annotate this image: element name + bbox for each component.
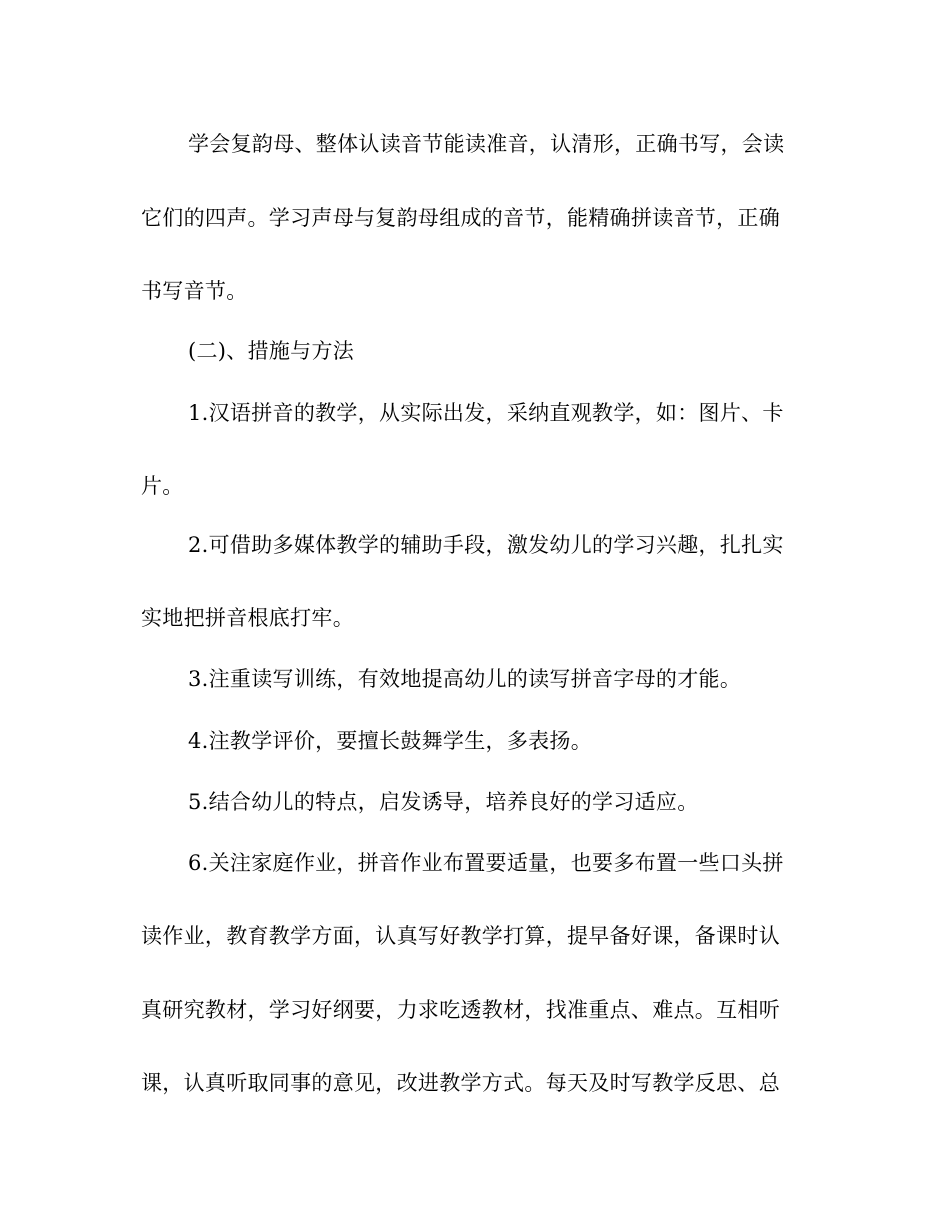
list-item-line: 5.结合幼儿的特点，启发诱导，培养良好的学习适应。 <box>188 790 699 814</box>
list-item-line: 3.注重读写训练，有效地提高幼儿的读写拼音字母的才能。 <box>188 667 742 691</box>
list-item-line: 片。 <box>141 474 184 498</box>
paragraph-line: 学会复韵母、整体认读音节能读准音，认清形，正确书写，会读 <box>188 132 785 156</box>
list-item-line: 6.关注家庭作业，拼音作业布置要适量，也要多布置一些口头拼 <box>188 851 784 875</box>
list-item-line: 真研究教材，学习好纲要，力求吃透教材，找准重点、难点。互相听 <box>141 998 780 1022</box>
section-heading: (二)、措施与方法 <box>188 339 355 363</box>
list-item-line: 实地把拼音根底打牢。 <box>141 606 354 630</box>
list-item-line: 4.注教学评价，要擅长鼓舞学生，多表扬。 <box>188 729 593 753</box>
list-item-line: 1.汉语拼音的教学，从实际出发，采纳直观教学，如：图片、卡 <box>188 401 784 425</box>
list-item-line: 2.可借助多媒体教学的辅助手段，激发幼儿的学习兴趣，扎扎实 <box>188 533 784 557</box>
list-item-line: 课，认真听取同事的意见，改进教学方式。每天及时写教学反思、总 <box>141 1071 780 1095</box>
list-item-line: 读作业，教育教学方面，认真写好教学打算，提早备好课，备课时认 <box>141 924 780 948</box>
paragraph-line: 书写音节。 <box>141 279 248 303</box>
paragraph-line: 它们的四声。学习声母与复韵母组成的音节，能精确拼读音节，正确 <box>141 206 780 230</box>
